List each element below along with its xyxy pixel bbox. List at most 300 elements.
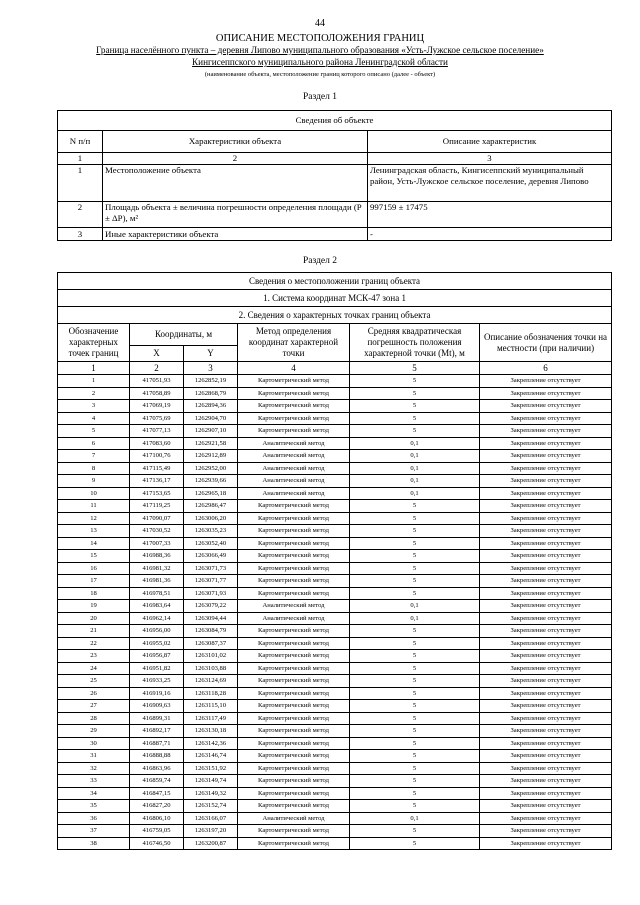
point-method: Картометрический метод [238,575,350,588]
point-marking: Закрепление отсутствует [480,825,612,838]
point-error: 5 [350,425,480,438]
point-marking: Закрепление отсутствует [480,512,612,525]
point-y: 1263071,93 [184,587,238,600]
point-marking: Закрепление отсутствует [480,600,612,613]
point-error: 0,1 [350,450,480,463]
point-marking: Закрепление отсутствует [480,575,612,588]
point-error: 5 [350,762,480,775]
point-x: 416888,88 [130,750,184,763]
point-method: Картометрический метод [238,425,350,438]
point-marking: Закрепление отсутствует [480,412,612,425]
point-error: 0,1 [350,600,480,613]
point-number: 29 [58,725,130,738]
point-method: Аналитический метод [238,612,350,625]
point-x: 416806,10 [130,812,184,825]
point-number: 20 [58,612,130,625]
point-y: 1263115,10 [184,700,238,713]
point-x: 417136,17 [130,475,184,488]
table-row [58,700,612,713]
point-marking: Закрепление отсутствует [480,450,612,463]
header-designation: Обозначение характерных точек границ [58,324,130,362]
point-x: 416983,64 [130,600,184,613]
point-method: Картометрический метод [238,662,350,675]
point-method: Аналитический метод [238,600,350,613]
point-error: 5 [350,712,480,725]
point-x: 417153,65 [130,487,184,500]
point-error: 5 [350,675,480,688]
point-number: 25 [58,675,130,688]
point-number: 30 [58,737,130,750]
point-error: 5 [350,625,480,638]
point-method: Картометрический метод [238,712,350,725]
point-marking: Закрепление отсутствует [480,612,612,625]
object-name-line2: Кингисеппского муниципального района Ленинградской области [192,57,448,67]
point-error: 0,1 [350,812,480,825]
point-error: 5 [350,512,480,525]
point-error: 0,1 [350,475,480,488]
point-marking: Закрепление отсутствует [480,425,612,438]
document-title: ОПИСАНИЕ МЕСТОПОЛОЖЕНИЯ ГРАНИЦ [215,33,425,44]
header-y: Y [184,346,238,362]
point-error: 5 [350,500,480,513]
point-marking: Закрепление отсутствует [480,487,612,500]
point-number: 22 [58,637,130,650]
numbering-cell: 2 [130,362,184,375]
point-method: Картометрический метод [238,375,350,388]
point-method: Картометрический метод [238,762,350,775]
point-error: 5 [350,587,480,600]
point-marking: Закрепление отсутствует [480,675,612,688]
point-error: 0,1 [350,437,480,450]
point-y: 1263149,74 [184,775,238,788]
row-number: 2 [58,202,103,228]
point-y: 1263118,28 [184,687,238,700]
table-row [58,762,612,775]
point-method: Аналитический метод [238,475,350,488]
point-error: 5 [350,687,480,700]
point-y: 1263117,49 [184,712,238,725]
table-row [58,550,612,563]
point-x: 416827,20 [130,800,184,813]
point-marking: Закрепление отсутствует [480,525,612,538]
page-number: 44 [315,18,325,29]
point-method: Картометрический метод [238,787,350,800]
point-method: Картометрический метод [238,537,350,550]
point-number: 13 [58,525,130,538]
point-method: Картометрический метод [238,625,350,638]
point-error: 5 [350,375,480,388]
point-method: Картометрический метод [238,400,350,413]
table-row [58,462,612,475]
table-row [58,712,612,725]
point-method: Картометрический метод [238,825,350,838]
point-x: 417030,52 [130,525,184,538]
point-error: 5 [350,837,480,850]
point-y: 1263071,77 [184,575,238,588]
point-marking: Закрепление отсутствует [480,587,612,600]
point-y: 1263142,36 [184,737,238,750]
point-error: 5 [350,537,480,550]
point-y: 1263052,40 [184,537,238,550]
table-row [58,800,612,813]
header-coordinates: Координаты, м [130,324,238,346]
section1-label: Раздел 1 [303,92,337,102]
point-marking: Закрепление отсутствует [480,812,612,825]
point-y: 1263071,73 [184,562,238,575]
point-error: 0,1 [350,487,480,500]
point-y: 1263200,87 [184,837,238,850]
row-description: - [368,228,612,241]
point-method: Картометрический метод [238,750,350,763]
point-x: 416956,00 [130,625,184,638]
table-row [58,437,612,450]
header-x: X [130,346,184,362]
point-error: 5 [350,400,480,413]
row-description: Ленинградская область, Кингисеппский муниципальный район, Усть-Лужское сельское поселение, деревня Липово [368,165,612,202]
point-marking: Закрепление отсутствует [480,475,612,488]
point-error: 5 [350,637,480,650]
table-row [58,575,612,588]
object-info-title: Сведения об объекте [58,111,612,131]
table-row [58,737,612,750]
point-x: 416847,15 [130,787,184,800]
point-y: 1263146,74 [184,750,238,763]
point-method: Картометрический метод [238,650,350,663]
table-row [58,425,612,438]
table-row [58,675,612,688]
header-point-description: Описание обозначения точки на местности (при наличии) [480,324,612,362]
point-method: Картометрический метод [238,737,350,750]
point-number: 36 [58,812,130,825]
object-name-line1: Граница населённого пункта – деревня Липово муниципального образования «Усть-Лужское сельское поселение» [96,45,544,55]
point-x: 416955,02 [130,637,184,650]
point-x: 416978,51 [130,587,184,600]
numbering-cell: 5 [350,362,480,375]
point-marking: Закрепление отсутствует [480,537,612,550]
point-x: 416899,31 [130,712,184,725]
point-y: 1262852,19 [184,375,238,388]
point-y: 1262921,58 [184,437,238,450]
point-y: 1263101,02 [184,650,238,663]
point-x: 417090,07 [130,512,184,525]
point-marking: Закрепление отсутствует [480,700,612,713]
point-x: 417119,25 [130,500,184,513]
points-body [58,375,612,850]
point-error: 5 [350,650,480,663]
point-marking: Закрепление отсутствует [480,550,612,563]
point-y: 1262907,10 [184,425,238,438]
point-marking: Закрепление отсутствует [480,387,612,400]
point-method: Картометрический метод [238,700,350,713]
point-number: 38 [58,837,130,850]
point-marking: Закрепление отсутствует [480,400,612,413]
row-number: 3 [58,228,103,241]
point-number: 19 [58,600,130,613]
point-y: 1262965,18 [184,487,238,500]
point-error: 5 [350,575,480,588]
point-y: 1262912,89 [184,450,238,463]
point-number: 6 [58,437,130,450]
point-y: 1262894,36 [184,400,238,413]
point-y: 1263152,74 [184,800,238,813]
table-row [58,837,612,850]
table-row [58,412,612,425]
point-y: 1263066,49 [184,550,238,563]
header-n: N п/п [58,131,103,153]
point-number: 2 [58,387,130,400]
numbering-cell: 1 [58,362,130,375]
point-method: Картометрический метод [238,525,350,538]
point-x: 417069,19 [130,400,184,413]
table-row [58,512,612,525]
boundary-points-table [57,272,612,850]
point-y: 1262952,00 [184,462,238,475]
point-y: 1263087,37 [184,637,238,650]
table-row [58,500,612,513]
point-marking: Закрепление отсутствует [480,775,612,788]
point-number: 7 [58,450,130,463]
point-number: 3 [58,400,130,413]
point-y: 1262904,70 [184,412,238,425]
point-number: 35 [58,800,130,813]
point-error: 5 [350,725,480,738]
point-number: 31 [58,750,130,763]
table-row [58,525,612,538]
point-x: 417051,93 [130,375,184,388]
point-x: 416863,96 [130,762,184,775]
table-row [58,787,612,800]
point-x: 416859,74 [130,775,184,788]
point-number: 33 [58,775,130,788]
row-description: 997159 ± 17475 [368,202,612,228]
table-row [58,725,612,738]
point-marking: Закрепление отсутствует [480,837,612,850]
header-error: Средняя квадратическая погрешность положения характерной точки (Mt), м [350,324,480,362]
point-number: 1 [58,375,130,388]
numbering-cell: 2 [103,153,368,165]
object-info-table [57,110,612,241]
table-row [58,475,612,488]
point-number: 34 [58,787,130,800]
point-marking: Закрепление отсутствует [480,662,612,675]
table-row [58,487,612,500]
header-description: Описание характеристик [368,131,612,153]
point-x: 417100,76 [130,450,184,463]
point-y: 1263149,32 [184,787,238,800]
point-error: 5 [350,662,480,675]
table-row [58,612,612,625]
table-row [58,600,612,613]
table-row [58,375,612,388]
point-method: Картометрический метод [238,675,350,688]
table-row [58,750,612,763]
point-error: 5 [350,775,480,788]
point-error: 5 [350,387,480,400]
point-x: 417075,69 [130,412,184,425]
point-x: 416981,36 [130,575,184,588]
point-method: Картометрический метод [238,387,350,400]
point-y: 1263035,23 [184,525,238,538]
table-row [58,650,612,663]
point-y: 1262939,66 [184,475,238,488]
point-method: Картометрический метод [238,412,350,425]
point-y: 1263084,79 [184,625,238,638]
table-row [58,587,612,600]
point-y: 1263124,69 [184,675,238,688]
coordinate-system: 1. Система координат МСК-47 зона 1 [58,290,612,307]
numbering-cell: 3 [184,362,238,375]
point-x: 416956,87 [130,650,184,663]
table-row [58,662,612,675]
numbering-cell: 6 [480,362,612,375]
point-method: Картометрический метод [238,512,350,525]
point-marking: Закрепление отсутствует [480,625,612,638]
point-number: 11 [58,500,130,513]
point-number: 5 [58,425,130,438]
point-y: 1263166,07 [184,812,238,825]
point-marking: Закрепление отсутствует [480,500,612,513]
header-method: Метод определения координат характерной точки [238,324,350,362]
point-method: Картометрический метод [238,587,350,600]
point-error: 0,1 [350,612,480,625]
point-method: Аналитический метод [238,450,350,463]
point-number: 28 [58,712,130,725]
point-method: Картометрический метод [238,500,350,513]
point-x: 416919,16 [130,687,184,700]
point-y: 1263006,20 [184,512,238,525]
point-method: Картометрический метод [238,687,350,700]
section2-label: Раздел 2 [303,256,337,266]
point-error: 5 [350,825,480,838]
point-y: 1263103,88 [184,662,238,675]
point-number: 9 [58,475,130,488]
point-method: Картометрический метод [238,800,350,813]
table-row [58,825,612,838]
point-number: 10 [58,487,130,500]
table-row [58,637,612,650]
point-marking: Закрепление отсутствует [480,375,612,388]
point-marking: Закрепление отсутствует [480,762,612,775]
point-number: 16 [58,562,130,575]
point-marking: Закрепление отсутствует [480,800,612,813]
point-error: 5 [350,800,480,813]
point-y: 1263094,44 [184,612,238,625]
point-error: 5 [350,750,480,763]
point-number: 15 [58,550,130,563]
point-x: 416746,50 [130,837,184,850]
point-method: Аналитический метод [238,437,350,450]
points-title: 2. Сведения о характерных точках границ объекта [58,307,612,324]
point-x: 416933,25 [130,675,184,688]
point-number: 17 [58,575,130,588]
point-x: 416892,17 [130,725,184,738]
point-error: 5 [350,525,480,538]
point-marking: Закрепление отсутствует [480,737,612,750]
point-y: 1263151,92 [184,762,238,775]
point-x: 416951,82 [130,662,184,675]
table-row [58,775,612,788]
point-marking: Закрепление отсутствует [480,650,612,663]
row-number: 1 [58,165,103,202]
point-number: 12 [58,512,130,525]
point-marking: Закрепление отсутствует [480,725,612,738]
point-error: 5 [350,562,480,575]
point-y: 1262868,79 [184,387,238,400]
point-marking: Закрепление отсутствует [480,712,612,725]
point-error: 5 [350,737,480,750]
point-number: 26 [58,687,130,700]
table-row [58,400,612,413]
point-y: 1263197,20 [184,825,238,838]
point-x: 416759,05 [130,825,184,838]
point-x: 416988,36 [130,550,184,563]
table-row [58,562,612,575]
point-error: 5 [350,700,480,713]
point-number: 23 [58,650,130,663]
point-method: Аналитический метод [238,487,350,500]
point-number: 8 [58,462,130,475]
boundary-table-title: Сведения о местоположении границ объекта [58,273,612,290]
point-marking: Закрепление отсутствует [480,687,612,700]
point-x: 416909,63 [130,700,184,713]
table-row [58,537,612,550]
point-method: Картометрический метод [238,725,350,738]
header-characteristic: Характеристики объекта [103,131,368,153]
point-marking: Закрепление отсутствует [480,562,612,575]
point-x: 416887,71 [130,737,184,750]
point-method: Картометрический метод [238,550,350,563]
table-row [58,450,612,463]
row-characteristic: Местоположение объекта [103,165,368,202]
point-number: 21 [58,625,130,638]
point-error: 0,1 [350,462,480,475]
point-number: 14 [58,537,130,550]
table-row [58,687,612,700]
point-y: 1262986,47 [184,500,238,513]
point-number: 37 [58,825,130,838]
point-method: Картометрический метод [238,562,350,575]
row-characteristic: Иные характеристики объекта [103,228,368,241]
point-x: 417007,33 [130,537,184,550]
point-x: 417083,60 [130,437,184,450]
point-marking: Закрепление отсутствует [480,750,612,763]
point-marking: Закрепление отсутствует [480,462,612,475]
point-y: 1263130,18 [184,725,238,738]
table-row [58,387,612,400]
point-method: Картометрический метод [238,775,350,788]
object-name-note: (наименование объекта, местоположение границ которого описано (далее - объект) [204,71,436,78]
numbering-cell: 4 [238,362,350,375]
point-x: 416981,32 [130,562,184,575]
point-number: 4 [58,412,130,425]
point-method: Аналитический метод [238,462,350,475]
point-number: 18 [58,587,130,600]
point-method: Аналитический метод [238,812,350,825]
table-row [58,625,612,638]
point-marking: Закрепление отсутствует [480,637,612,650]
point-number: 24 [58,662,130,675]
numbering-cell: 3 [368,153,612,165]
point-marking: Закрепление отсутствует [480,787,612,800]
point-error: 5 [350,787,480,800]
point-x: 417115,49 [130,462,184,475]
point-number: 32 [58,762,130,775]
point-x: 416962,14 [130,612,184,625]
table-row [58,812,612,825]
point-x: 417058,89 [130,387,184,400]
point-error: 5 [350,412,480,425]
point-number: 27 [58,700,130,713]
